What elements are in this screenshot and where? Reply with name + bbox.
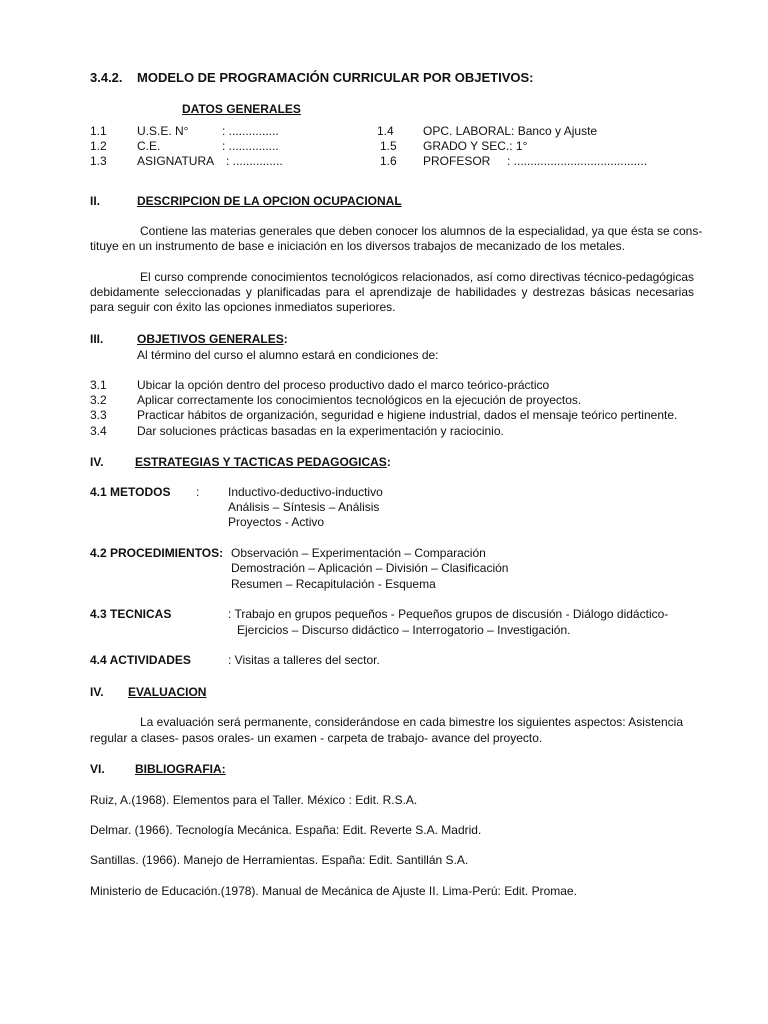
row-label: U.S.E. N° — [137, 124, 189, 138]
procedimientos-line: Observación – Experimentación – Comparación — [231, 546, 486, 560]
tecnicas-line: : Trabajo en grupos pequeños - Pequeños grupos de discusión - Diálogo didáctico- — [228, 607, 669, 621]
section-heading: EVALUACION — [128, 685, 207, 699]
row-text: OPC. LABORAL: Banco y Ajuste — [423, 124, 598, 138]
section-number: VI. — [90, 762, 105, 776]
bibliography-item: Santillas. (1966). Manejo de Herramientas. España: Edit. Santillán S.A. — [90, 853, 469, 867]
section-heading-wrap — [137, 332, 288, 346]
tecnicas-label: 4.3 TECNICAS — [90, 607, 172, 621]
list-item: Dar soluciones prácticas basadas en la experimentación y raciocinio. — [137, 424, 504, 438]
row-num: 1.3 — [90, 154, 107, 168]
paragraph — [90, 270, 694, 315]
section-heading: ESTRATEGIAS Y TACTICAS PEDAGOGICAS — [135, 455, 387, 469]
procedimientos-label: 4.2 PROCEDIMIENTOS: — [90, 546, 224, 560]
row-num: 1.5 — [380, 139, 397, 153]
procedimientos-line: Resumen – Recapitulación - Esquema — [231, 577, 436, 591]
metodos-line: Inductivo-deductivo-inductivo — [228, 485, 383, 499]
list-item: Aplicar correctamente los conocimientos tecnológicos en la ejecución de proyectos. — [137, 393, 582, 407]
section-heading: BIBLIOGRAFIA: — [135, 762, 226, 776]
heading-colon: : — [283, 332, 288, 346]
row-num: 1.6 — [380, 154, 397, 168]
section-number: IV. — [90, 685, 104, 699]
row-value: : ........................................ — [507, 154, 648, 168]
section-heading-wrap — [135, 455, 391, 469]
bibliography-item: Ruiz, A.(1968). Elementos para el Taller. México : Edit. R.S.A. — [90, 793, 418, 807]
title-number: 3.4.2. — [90, 70, 123, 85]
procedimientos-line: Demostración – Aplicación – División – Clasificación — [231, 561, 509, 575]
row-value: : ............... — [222, 139, 279, 153]
paragraph-line: regular a clases- pasos orales- un examen - carpeta de trabajo- avance del proyecto. — [90, 731, 543, 745]
bibliography-item: Delmar. (1966). Tecnología Mecánica. España: Edit. Reverte S.A. Madrid. — [90, 823, 482, 837]
paragraph-line: La evaluación será permanente, considerándose en cada bimestre los siguientes aspectos: Asistencia — [140, 715, 683, 729]
page-title: MODELO DE PROGRAMACIÓN CURRICULAR POR OBJETIVOS: — [137, 70, 534, 85]
metodos-line: Análisis – Síntesis – Análisis — [228, 500, 380, 514]
section-number: III. — [90, 332, 104, 346]
row-value: : ............... — [226, 154, 283, 168]
list-item: Practicar hábitos de organización, seguridad e higiene industrial, dados el mensaje teórico pertinente. — [137, 408, 678, 422]
section-number: II. — [90, 194, 101, 208]
section-number: IV. — [90, 455, 104, 469]
row-text: PROFESOR — [423, 154, 491, 168]
paragraph-text: El curso comprende conocimientos tecnológicos relacionados, así como directivas técnico-pedagógicas debidamente seleccionadas y planificadas para el aprendizaje de habilidades y destrezas básicas necesarias para seguir con éxito las opciones inmediatos superiores. — [90, 270, 694, 314]
row-label: C.E. — [137, 139, 161, 153]
section-heading: DESCRIPCION DE LA OPCION OCUPACIONAL — [137, 194, 402, 208]
row-label: ASIGNATURA — [137, 154, 215, 168]
datos-generales-heading: DATOS GENERALES — [182, 102, 301, 116]
list-item: Ubicar la opción dentro del proceso productivo dado el marco teórico-práctico — [137, 378, 550, 392]
heading-colon: : — [386, 455, 391, 469]
bibliography-item: Ministerio de Educación.(1978). Manual de Mecánica de Ajuste II. Lima-Perú: Edit. Promae. — [90, 884, 577, 898]
paragraph-line: tituye en un instrumento de base e iniciación en los diversos trabajos de mecanizado de los metales. — [90, 239, 625, 253]
actividades-text: : Visitas a talleres del sector. — [228, 653, 380, 667]
row-num: 1.4 — [377, 124, 394, 138]
paragraph-line: Contiene las materias generales que deben conocer los alumnos de la especialidad, ya que ésta se cons- — [140, 224, 703, 238]
list-item-number: 3.1 — [90, 378, 107, 392]
section-intro: Al término del curso el alumno estará en condiciones de: — [137, 348, 439, 362]
row-num: 1.2 — [90, 139, 107, 153]
metodos-line: Proyectos - Activo — [228, 515, 325, 529]
actividades-label: 4.4 ACTIVIDADES — [90, 653, 191, 667]
section-heading: OBJETIVOS GENERALES — [137, 332, 284, 346]
metodos-label: 4.1 METODOS — [90, 485, 171, 499]
metodos-colon: : — [196, 485, 200, 499]
list-item-number: 3.4 — [90, 424, 107, 438]
row-value: : ............... — [222, 124, 279, 138]
row-text: GRADO Y SEC.: 1° — [423, 139, 528, 153]
list-item-number: 3.3 — [90, 408, 107, 422]
row-num: 1.1 — [90, 124, 107, 138]
tecnicas-line: Ejercicios – Discurso didáctico – Interrogatorio – Investigación. — [237, 623, 571, 637]
list-item-number: 3.2 — [90, 393, 107, 407]
